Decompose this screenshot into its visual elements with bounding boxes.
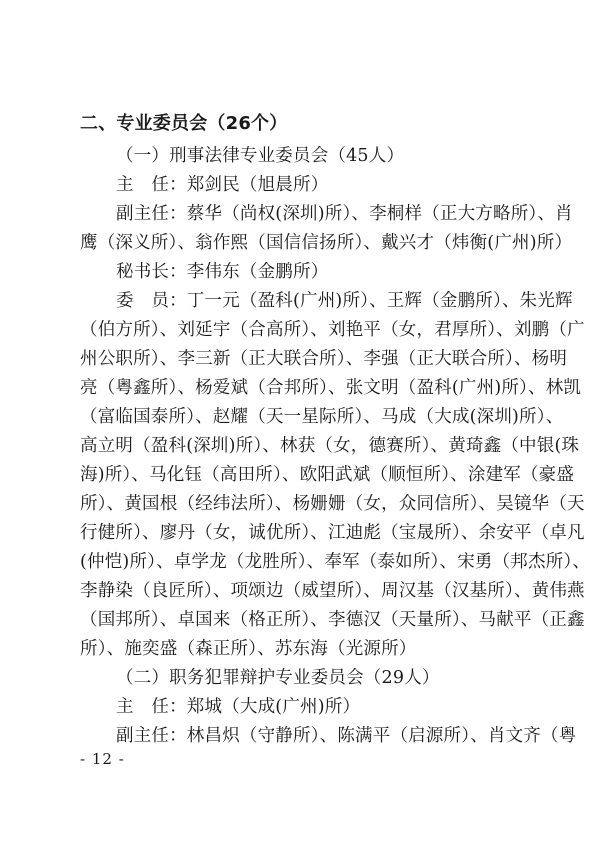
committee1-deputy-line-2: 鹰（深义所）、翁作熙（国信信扬所）、戴兴才（炜衡(广州)所）	[80, 233, 573, 253]
page-number: - 12 -	[80, 750, 125, 768]
committee1-secretary: 秘书长：李伟东（金鹏所）	[116, 262, 329, 282]
committee1-members-line-7: 海)所）、马化钰（高田所）、欧阳武斌（顺恒所）、涂建军（豪盛	[80, 465, 575, 485]
committee1-members-line-10: (仲恺)所）、卓学龙（龙胜所）、奉军（泰如所）、宋勇（邦杰所）、	[80, 552, 591, 572]
committee2-title: （二）职务犯罪辩护专业委员会（29人）	[116, 668, 440, 688]
committee1-members-line-4: 亮（粤鑫所）、杨爱斌（合邦所）、张文明（盈科(广州)所）、林凯	[80, 378, 582, 398]
committee1-members-line-8: 所）、黄国根（经纬法所）、杨姗姗（女，众同信所）、吴镜华（天	[80, 494, 585, 514]
committee1-members-line-5: （富临国泰所）、赵耀（天一星际所）、马成（大成(深圳)所）、	[80, 407, 564, 427]
committee1-members-line-9: 行健所）、廖丹（女，诚优所）、江迪彪（宝晟所）、余安平（卓凡	[80, 523, 585, 543]
committee1-title: （一）刑事法律专业委员会（45人）	[116, 146, 405, 166]
committee1-members-line-12: （国邦所）、卓国来（格正所）、李德汉（天量所）、马献平（正鑫	[80, 610, 585, 630]
committee1-members-line-2: （伯方所）、刘延宇（合高所）、刘艳平（女，君厚所）、刘鹏（广	[80, 320, 585, 340]
committee2-director: 主 任：郑城（大成(广州)所）	[116, 697, 361, 717]
committee1-members-line-6: 高立明（盈科(深圳)所）、林获（女，德赛所）、黄琦鑫（中银(珠	[80, 436, 580, 456]
committee2-deputy-line-1: 副主任：林昌炽（守静所）、陈满平（启源所）、肖文齐（粤	[116, 726, 577, 746]
committee1-members-line-13: 所）、施奕盛（森正所）、苏东海（光源所）	[80, 639, 417, 659]
committee1-members-line-3: 州公职所）、李三新（正大联合所）、李强（正大联合所）、杨明	[80, 349, 568, 369]
committee1-director: 主 任：郑剑民（旭晨所）	[116, 175, 329, 195]
section-heading: 二、专业委员会（26个）	[80, 113, 288, 134]
committee1-members-line-11: 李静染（良匠所）、项颂边（威望所）、周汉基（汉基所）、黄伟燕	[80, 581, 585, 601]
committee1-members-line-1: 委 员：丁一元（盈科(广州)所）、王辉（金鹏所）、朱光辉	[116, 291, 573, 311]
committee1-deputy-line-1: 副主任：蔡华（尚权(深圳)所）、李桐样（正大方略所）、肖	[116, 204, 573, 224]
